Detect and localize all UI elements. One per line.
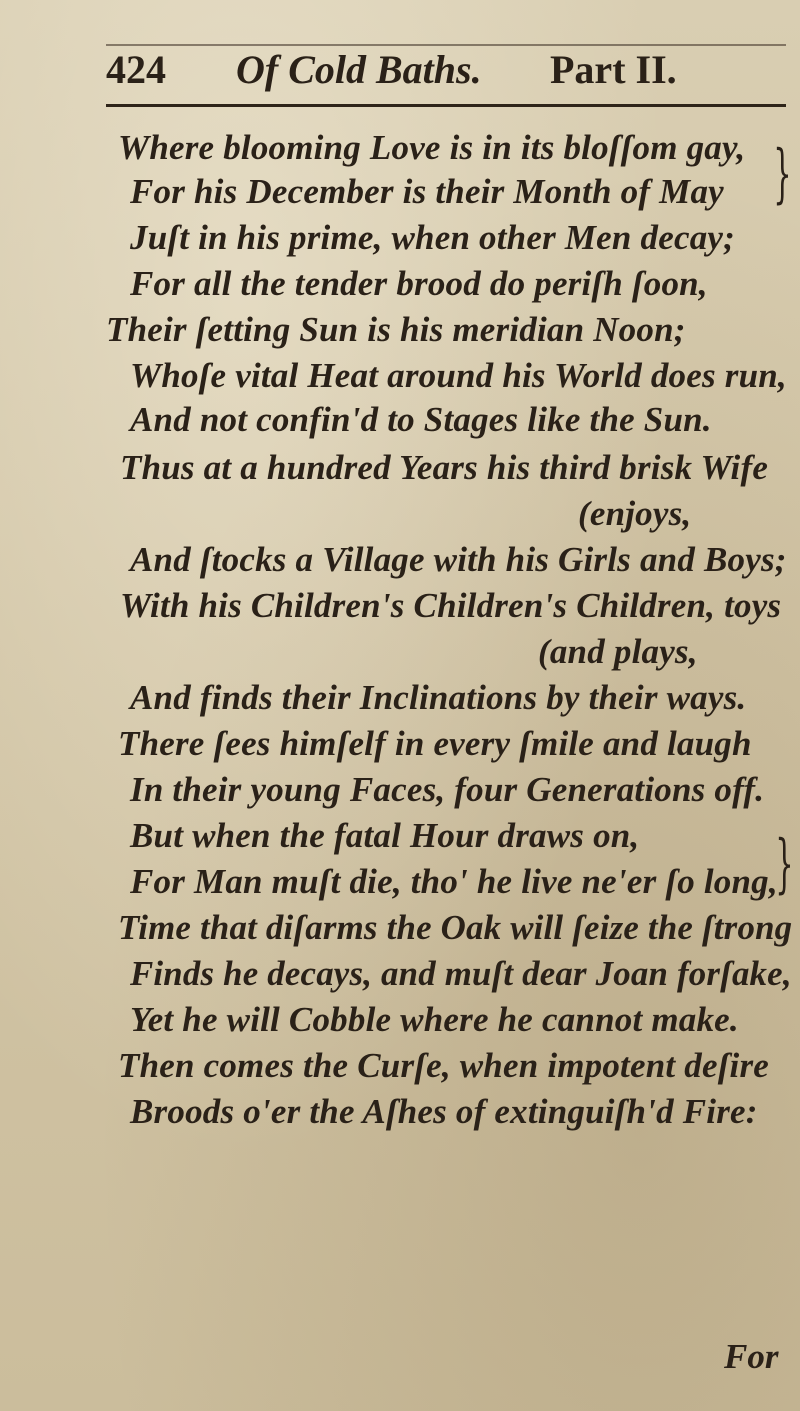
poem-line: For Man muſt die, tho' he live ne'er ſo long, — [130, 862, 778, 901]
poem-line: Where blooming Love is in its bloſſom gay, — [118, 128, 746, 167]
running-header — [106, 40, 766, 100]
header-rule-bottom — [106, 104, 786, 107]
poem-line: Time that diſarms the Oak will ſeize the ſtrong — [118, 908, 793, 947]
poem-line: But when the fatal Hour draws on, — [130, 816, 640, 855]
poem-line: Their ſetting Sun is his meridian Noon; — [106, 310, 686, 349]
poem-line: For his December is their Month of May — [130, 172, 724, 211]
poem-line: Juſt in his prime, when other Men decay; — [130, 218, 735, 257]
page-number: 424 — [106, 47, 166, 92]
poem-line: Then comes the Curſe, when impotent deſire — [118, 1046, 770, 1085]
running-title: Of Cold Baths. — [236, 47, 482, 92]
poem-line-runover: (and plays, — [538, 632, 698, 671]
poem-line-runover: (enjoys, — [578, 494, 692, 533]
triplet-brace: } — [775, 827, 794, 901]
part-label: Part II. — [550, 47, 677, 92]
poem-line: Finds he decays, and muſt dear Joan forſake, — [130, 954, 792, 993]
catchword: For — [724, 1337, 779, 1376]
poem-line: And not confin'd to Stages like the Sun. — [130, 400, 712, 439]
poem-line: And finds their Inclinations by their ways. — [130, 678, 747, 717]
poem-line: Yet he will Cobble where he cannot make. — [130, 1000, 739, 1039]
poem-line: In their young Faces, four Generations off. — [130, 770, 765, 809]
poem-line: Thus at a hundred Years his third brisk Wife — [120, 448, 769, 487]
poem-line: With his Children's Children's Children, toys — [120, 586, 782, 625]
poem-line: Broods o'er the Aſhes of extinguiſh'd Fire: — [130, 1092, 758, 1131]
poem-line: There ſees himſelf in every ſmile and laugh — [118, 724, 752, 763]
triplet-brace: } — [773, 137, 792, 211]
poem-line: Whoſe vital Heat around his World does run, — [130, 356, 787, 395]
poem-line: For all the tender brood do periſh ſoon, — [130, 264, 708, 303]
poem-line: And ſtocks a Village with his Girls and Boys; — [130, 540, 787, 579]
